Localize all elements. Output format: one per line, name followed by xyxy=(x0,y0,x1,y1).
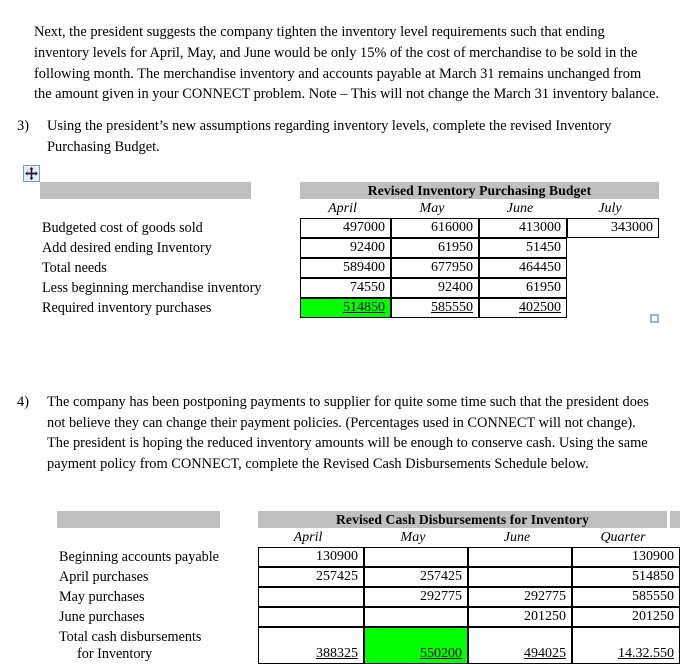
table-row xyxy=(40,298,659,318)
table-row xyxy=(57,587,680,607)
table1-row-3-label: Less beginning merchandise inventory xyxy=(42,279,262,296)
table-row xyxy=(57,567,680,587)
table-row xyxy=(40,218,659,238)
table1-header-may: May xyxy=(419,200,445,216)
table2-row-1-quarter[interactable]: 514850 xyxy=(572,567,680,587)
table1-header-row xyxy=(40,199,659,218)
table2-row-0-label: Beginning accounts payable xyxy=(59,548,219,565)
table2-row-3-label: June purchases xyxy=(59,608,145,625)
table1-row-0-april[interactable]: 497000 xyxy=(300,218,391,238)
table1-row-3-july-empty xyxy=(567,278,659,298)
table2-row-2-june[interactable]: 292775 xyxy=(468,587,572,607)
table2-title: Revised Cash Disbursements for Inventory xyxy=(258,511,667,528)
table1-title-row xyxy=(40,182,659,199)
table-row xyxy=(57,627,680,664)
table1-header-june: June xyxy=(506,200,534,216)
table2-header-quarter: Quarter xyxy=(600,529,646,545)
table-row xyxy=(57,607,680,627)
table2-banner-left-cap xyxy=(57,511,220,528)
table1-row-3-may[interactable]: 92400 xyxy=(391,278,479,298)
table1-row-4-may[interactable]: 585550 xyxy=(391,298,479,318)
table2-banner-gap-left xyxy=(220,511,258,528)
table1-row-4-april[interactable]: 514850 xyxy=(300,298,391,318)
table1-row-0-june[interactable]: 413000 xyxy=(479,218,567,238)
table-row xyxy=(40,258,659,278)
table2-row-0-quarter[interactable]: 130900 xyxy=(572,547,680,567)
table2-row-4-label-line1: Total cash disbursements xyxy=(59,628,202,645)
item-3-text: Using the president’s new assumptions regarding inventory levels, complete the revised Inventory Purchasing Budget. xyxy=(47,118,612,155)
table2-row-3-april[interactable] xyxy=(258,607,364,627)
revised-cash-disbursements-table xyxy=(57,511,680,664)
table2-row-2-april[interactable] xyxy=(258,587,364,607)
table2-row-3-may[interactable] xyxy=(364,607,468,627)
table2-row-4-may[interactable]: 550200 xyxy=(364,627,468,664)
table1-row-4-label: Required inventory purchases xyxy=(42,299,212,316)
table2-row-4-label xyxy=(57,627,258,664)
table1-row-4-july-empty xyxy=(567,298,659,318)
table2-row-4-label-line2: for Inventory xyxy=(77,645,153,662)
table2-header-april: April xyxy=(293,529,323,545)
table2-row-4-june[interactable]: 494025 xyxy=(468,627,572,664)
table1-header-april: April xyxy=(328,200,357,216)
table1-row-2-label: Total needs xyxy=(42,259,107,276)
table1-row-1-april[interactable]: 92400 xyxy=(300,238,391,258)
table1-row-2-june[interactable]: 464450 xyxy=(479,258,567,278)
table2-row-3-june[interactable]: 201250 xyxy=(468,607,572,627)
table2-header-row xyxy=(57,528,680,547)
table2-header-may: May xyxy=(400,529,426,545)
question-item-4 xyxy=(17,392,657,474)
table1-header-blank xyxy=(40,199,300,218)
table1-row-0-july[interactable]: 343000 xyxy=(567,218,659,238)
revised-inventory-purchasing-budget-table xyxy=(40,182,659,318)
table1-row-0-may[interactable]: 616000 xyxy=(391,218,479,238)
intro-paragraph: Next, the president suggests the company tighten the inventory level requirements such that ending inventory levels for April, May, and June would be only 15% of the cost of merchandise to be sold in the following month. The merchandise inventory and accounts payable at March 31 remains unchanged from the amount given in your CONNECT problem. Note – This will not change the March 31 inventory balance. xyxy=(34,24,659,103)
item-4-text: The company has been postponing payments to supplier for quite some time such that the president does not believe they can change their payment policies. (Percentages used in CONNECT will not change). The president is hoping the reduced inventory amounts will be enough to conserve cash. Using the same payment policy from CONNECT, complete the Revised Cash Disbursements Schedule below. xyxy=(47,394,649,472)
table-row xyxy=(40,238,659,258)
table2-row-4-april[interactable]: 388325 xyxy=(258,627,364,664)
table1-row-0-label: Budgeted cost of goods sold xyxy=(42,219,203,236)
table1-row-2-april[interactable]: 589400 xyxy=(300,258,391,278)
table2-row-1-may[interactable]: 257425 xyxy=(364,567,468,587)
table2-banner-right-cap xyxy=(670,511,680,528)
table2-header-june: June xyxy=(503,529,531,545)
table2-row-1-label: April purchases xyxy=(59,568,149,585)
question-item-3 xyxy=(17,116,657,157)
table-row xyxy=(57,547,680,567)
table1-row-1-june[interactable]: 51450 xyxy=(479,238,567,258)
table-row xyxy=(40,278,659,298)
resize-square-icon[interactable] xyxy=(650,314,659,323)
table2-row-2-quarter[interactable]: 585550 xyxy=(572,587,680,607)
table2-row-0-june[interactable] xyxy=(468,547,572,567)
item-3-number: 3) xyxy=(17,118,29,134)
table2-row-2-may[interactable]: 292775 xyxy=(364,587,468,607)
table1-row-1-july-empty xyxy=(567,238,659,258)
item-4-number: 4) xyxy=(17,394,29,410)
table2-header-blank xyxy=(57,528,258,547)
table2-row-1-april[interactable]: 257425 xyxy=(258,567,364,587)
table2-row-2-label: May purchases xyxy=(59,588,145,605)
move-cross-icon[interactable] xyxy=(23,165,40,182)
table1-row-2-july-empty xyxy=(567,258,659,278)
table1-row-1-may[interactable]: 61950 xyxy=(391,238,479,258)
table1-row-3-april[interactable]: 74550 xyxy=(300,278,391,298)
table1-row-3-june[interactable]: 61950 xyxy=(479,278,567,298)
table1-row-1-label: Add desired ending Inventory xyxy=(42,239,212,256)
table2-row-4-quarter[interactable]: 14.32.550 xyxy=(572,627,680,664)
table1-banner-gap-left xyxy=(251,182,300,199)
table1-title: Revised Inventory Purchasing Budget xyxy=(300,182,659,199)
table1-row-4-june[interactable]: 402500 xyxy=(479,298,567,318)
table2-row-1-june[interactable] xyxy=(468,567,572,587)
table1-banner-left-cap xyxy=(40,182,251,199)
table2-row-3-quarter[interactable]: 201250 xyxy=(572,607,680,627)
table1-header-july: July xyxy=(598,200,622,216)
table2-row-0-may[interactable] xyxy=(364,547,468,567)
table1-row-2-may[interactable]: 677950 xyxy=(391,258,479,278)
table2-row-0-april[interactable]: 130900 xyxy=(258,547,364,567)
table2-title-row xyxy=(57,511,680,528)
